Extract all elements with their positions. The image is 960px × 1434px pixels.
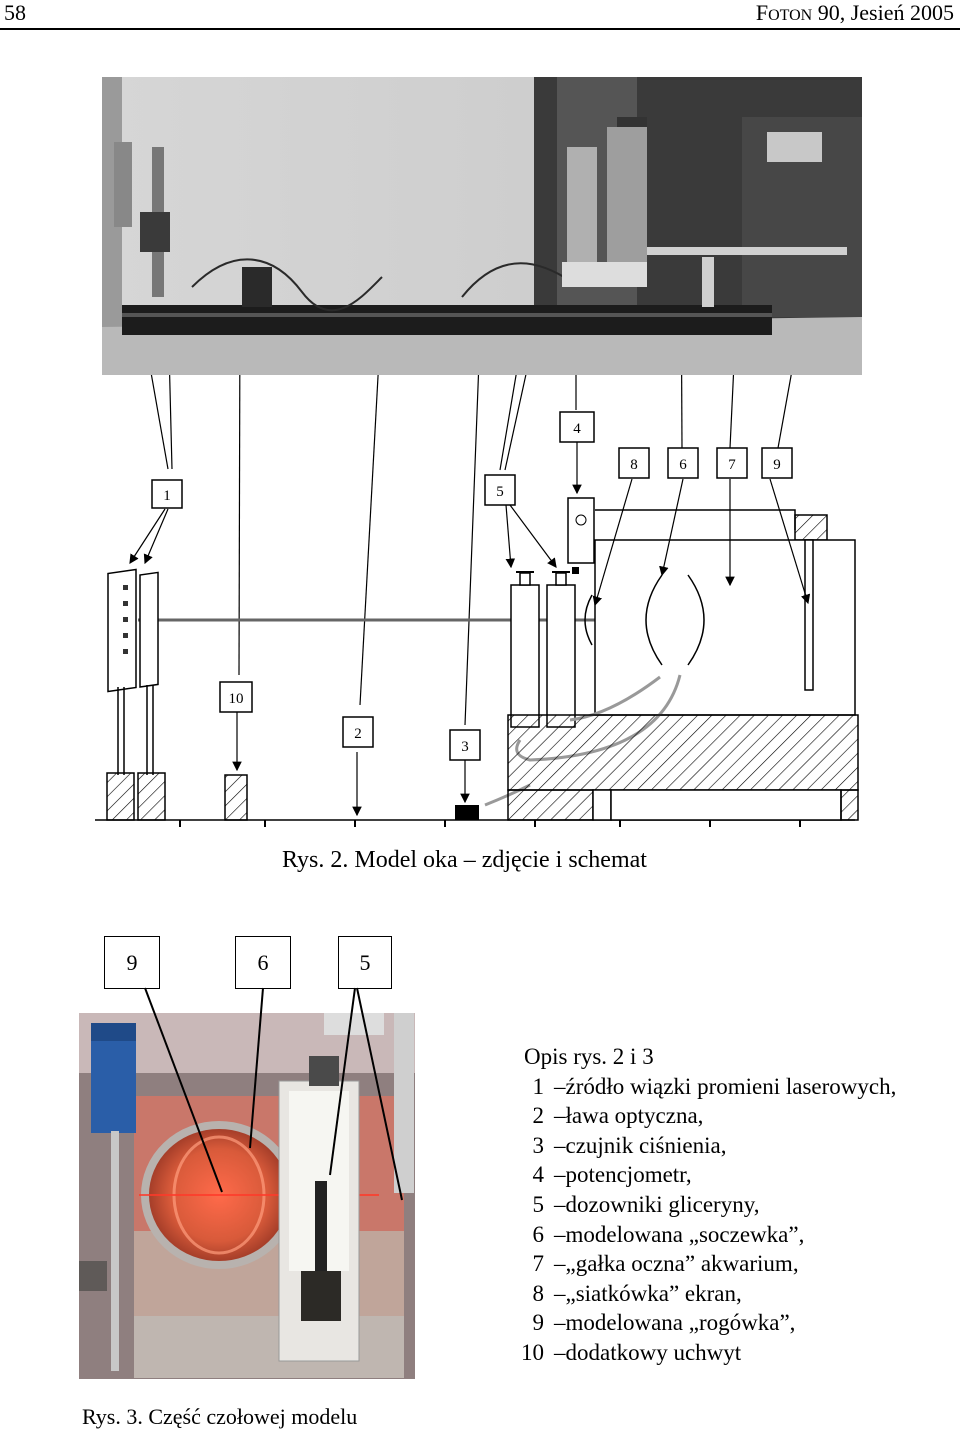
svg-text:2: 2 [354,726,362,742]
svg-text:9: 9 [773,457,781,473]
legend-item: 1 – źródło wiązki promieni laserowych, [508,1072,896,1102]
legend [508,1042,896,1368]
legend-item-number: 9 [532,1310,544,1336]
legend-item-text: dozowniki gliceryny, [565,1191,760,1217]
legend-item-number: 6 [532,1221,544,1247]
svg-text:10: 10 [228,691,244,707]
svg-text:7: 7 [728,457,736,473]
figure2-caption: Rys. 2. Model oka – zdjęcie i schemat [282,847,647,873]
eye-model-schematic [90,375,960,835]
page-number: 58 [4,0,26,25]
figure3-label-6: 6 [235,936,291,989]
schematic-label-6 [668,448,698,478]
legend-item-text: modelowana „soczewka”, [565,1221,805,1247]
eye-model-photo [102,77,862,375]
figure3-label-5: 5 [338,936,392,989]
legend-item-text: dodatkowy uchwyt [565,1339,742,1365]
legend-item-text: „gałka oczna” akwarium, [565,1251,799,1277]
legend-title: Opis rys. 2 i 3 [524,1044,654,1069]
svg-text:3: 3 [461,739,469,755]
journal-header: FOTON 90, Jesień 2005 [755,0,954,25]
svg-text:1: 1 [163,488,171,504]
legend-item: 8 – „siatkówka” ekran, [508,1279,896,1309]
legend-list [508,1072,896,1368]
legend-item: 3 – czujnik ciśnienia, [508,1131,896,1161]
schematic-label-7 [717,448,747,478]
legend-item-text: źródło wiązki promieni laserowych, [565,1073,897,1099]
legend-item-number: 4 [532,1162,544,1188]
figure3-pointers [0,980,420,1220]
legend-item-text: potencjometr, [565,1162,692,1188]
svg-text:5: 5 [496,484,504,500]
schematic-label-4 [560,412,594,442]
legend-item-number: 2 [532,1103,544,1129]
legend-item-text: „siatkówka” ekran, [565,1280,742,1306]
legend-item-number: 8 [532,1280,544,1306]
legend-item-number: 5 [532,1191,544,1217]
legend-item: 5 – dozowniki gliceryny, [508,1190,896,1220]
legend-item-text: ława optyczna, [565,1103,704,1129]
legend-item-number: 1 [532,1073,544,1099]
schematic-label-3 [450,730,480,760]
legend-item-text: czujnik ciśnienia, [565,1132,727,1158]
schematic-label-8 [619,448,649,478]
legend-item: 2 – ława optyczna, [508,1101,896,1131]
legend-item: 9 – modelowana „rogówka”, [508,1308,896,1338]
svg-text:4: 4 [573,421,581,437]
legend-item-number: 7 [532,1251,544,1277]
legend-item: 4 – potencjometr, [508,1160,896,1190]
legend-item: 6 – modelowana „soczewka”, [508,1220,896,1250]
svg-text:6: 6 [679,457,687,473]
header-rule [0,28,960,30]
legend-item: 7 – „gałka oczna” akwarium, [508,1249,896,1279]
schematic-label-1 [152,480,182,508]
figure3-caption: Rys. 3. Część czołowej modelu [82,1404,358,1429]
figure3-label-9: 9 [104,936,160,989]
svg-text:8: 8 [630,457,638,473]
schematic-label-9 [762,448,792,478]
legend-item-text: modelowana „rogówka”, [565,1310,796,1336]
schematic-label-5 [485,475,515,505]
schematic-label-10 [220,682,252,712]
legend-item-number: 10 [521,1339,544,1365]
legend-item: 10 – dodatkowy uchwyt [508,1338,896,1368]
legend-item-number: 3 [532,1132,544,1158]
schematic-label-2 [343,717,373,747]
